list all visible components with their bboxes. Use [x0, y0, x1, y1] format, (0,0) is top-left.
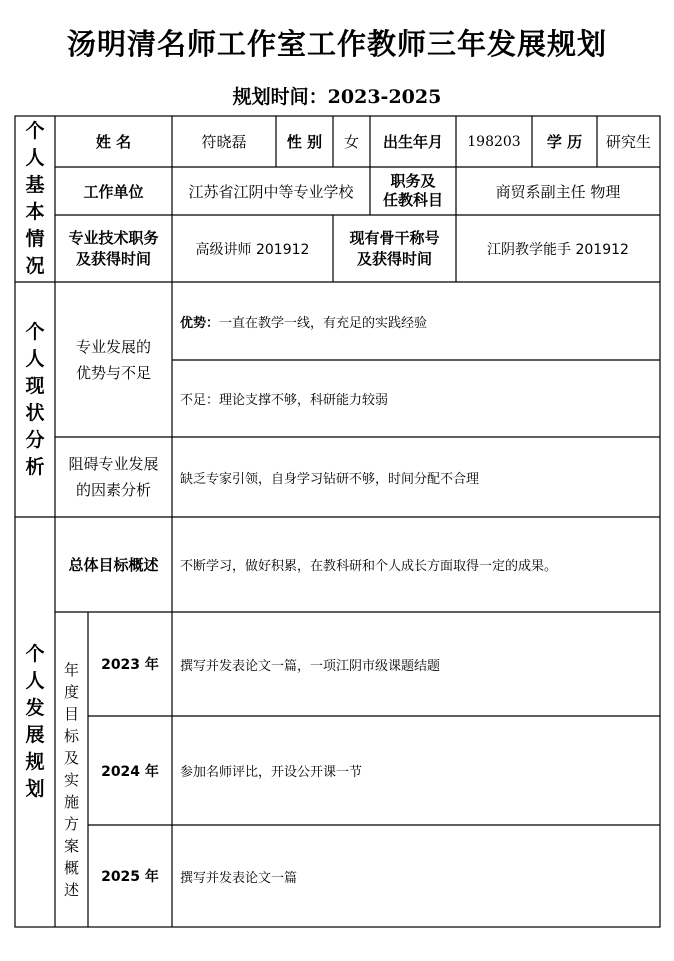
year-2024-goal: 参加名师评比，开设公开课一节 — [180, 765, 363, 780]
backbone-value: 江阴教学能手 201912 — [487, 241, 629, 258]
overall-goal-value: 不断学习，做好积累，在教科研和个人成长方面取得一定的成果。 — [180, 559, 558, 574]
title-value: 高级讲师 201912 — [195, 241, 310, 258]
overall-goal-label: 总体目标概述 — [68, 556, 159, 574]
disadvantage-text — [172, 360, 660, 437]
section-label-basic: 个 人 基 本 情 况 — [25, 120, 45, 277]
education-value: 研究生 — [605, 133, 651, 151]
backbone-label: 现有骨干称号 及获得时间 — [349, 228, 440, 268]
education-label: 学 历 — [546, 133, 583, 151]
year-2023-label: 2023 年 — [101, 657, 159, 673]
advantage-text — [172, 282, 660, 360]
name-label: 姓 名 — [95, 133, 132, 151]
section-label-status: 个 人 现 状 分 析 — [25, 320, 45, 478]
post-value: 商贸系副主任 物理 — [495, 182, 621, 201]
post-label: 职务及 任教科目 — [382, 172, 443, 209]
disadvantage-label: 不足： — [180, 393, 220, 408]
advantage-value: 一直在教学一线，有充足的实践经验 — [219, 315, 428, 331]
year-2023-goal: 撰写并发表论文一篇，一项江阴市级课题结题 — [180, 658, 441, 674]
year-2025-goal: 撰写并发表论文一篇 — [180, 870, 298, 886]
plan-time: 规划时间：2023-2025 — [232, 86, 442, 108]
page-title: 汤明清名师工作室工作教师三年发展规划 — [66, 27, 607, 61]
unit-value: 江苏省江阴中等专业学校 — [188, 182, 354, 201]
year-2024-label: 2024 年 — [101, 763, 159, 780]
obstacle-label: 阻碍专业发展 的因素分析 — [68, 455, 159, 499]
section-label-plan: 个 人 发 展 规 划 — [25, 643, 45, 800]
name-value: 符晓磊 — [201, 133, 247, 151]
birth-label: 出生年月 — [382, 133, 443, 151]
gender-value: 女 — [343, 133, 359, 151]
strength-label: 专业发展的 优势与不足 — [75, 337, 151, 382]
title-label: 专业技术职务 及获得时间 — [68, 228, 159, 268]
yearly-goal-label: 年 度 目 标 及 实 施 方 案 概 述 — [63, 660, 79, 899]
unit-label: 工作单位 — [83, 182, 144, 201]
year-2025-label: 2025 年 — [101, 869, 159, 885]
birth-value: 198203 — [467, 133, 521, 150]
disadvantage-value: 理论支撑不够，科研能力较弱 — [219, 393, 389, 408]
gender-label: 性 别 — [286, 133, 323, 151]
advantage-label: 优势： — [180, 315, 220, 331]
obstacle-value: 缺乏专家引领，自身学习钻研不够，时间分配不合理 — [180, 471, 480, 487]
